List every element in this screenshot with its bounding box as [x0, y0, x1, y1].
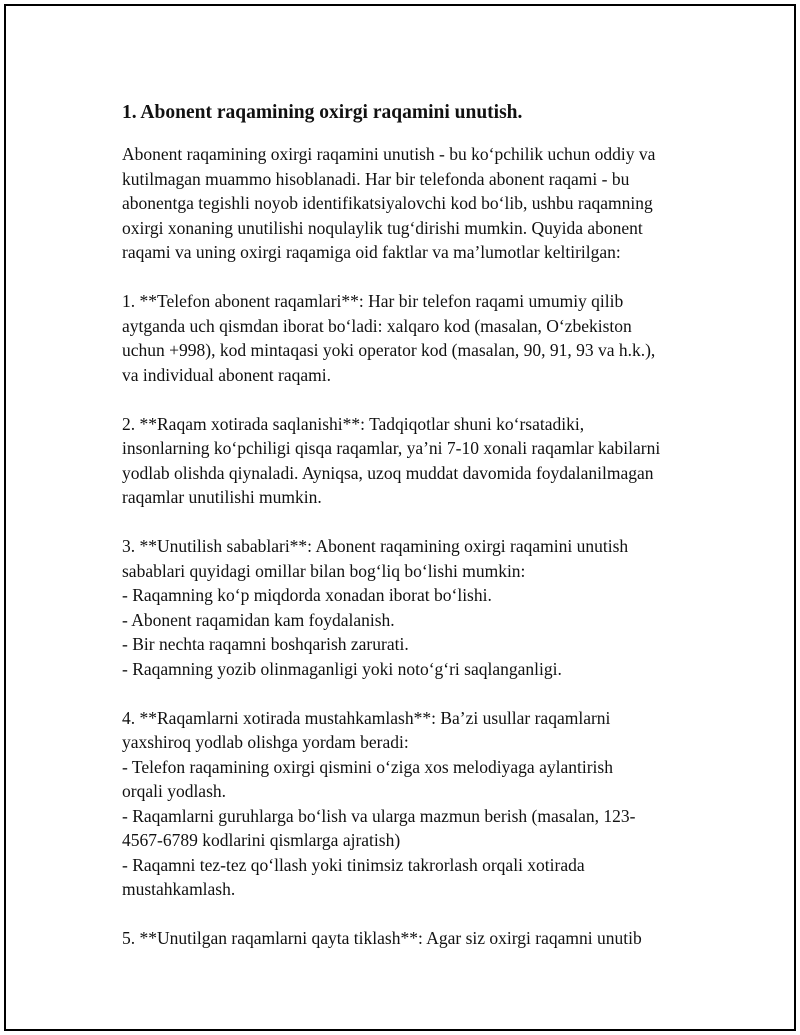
- item-unutilish-sabablari: 3. **Unutilish sabablari**: Abonent raqamining oxirgi raqamini unutish sabablari quyidagi omillar bilan bogʻliq boʻlishi mumkin: - Raqamning koʻp miqdorda xonadan iborat boʻlishi. - Abonent raqamidan kam foydalanish. - Bir nechta raqamni boshqarish zarurati. - Raqamning yozib olinmaganligi yoki notoʻgʻri saqlanganligi.: [122, 536, 629, 679]
- item-telefon-abonent-raqamlari: 1. **Telefon abonent raqamlari**: Har bir telefon raqami umumiy qilib aytganda uch qismdan iborat boʻladi: xalqaro kod (masalan, Oʻzbekiston uchun +998), kod mintaqasi yoki operator kod (masalan, 90, 91, 93 va h.k.), va individual abonent raqami.: [122, 291, 656, 385]
- document-body: [122, 100, 694, 951]
- item-raqam-xotirada-saqlanishi: 2. **Raqam xotirada saqlanishi**: Tadqiqotlar shuni koʻrsatadiki, insonlarning koʻpchiligi qisqa raqamlar, yaʼni 7-10 xonali raqamlar kabilarni yodlab olishda qiynaladi. Ayniqsa, uzoq muddat davomida foydalanilmagan raqamlar unutilishi mumkin.: [122, 413, 661, 507]
- item-raqamlarni-mustahkamlash: 4. **Raqamlarni xotirada mustahkamlash**: Baʼzi usullar raqamlarni yaxshiroq yodlab olishga yordam beradi: - Telefon raqamining oxirgi qismini oʻziga xos melodiyaga aylantirish orqali yodlash. - Raqamlarni guruhlarga boʻlish va ularga mazmun berish (masalan, 123- 4567-6789 kodlarini qismlarga ajratish) - Raqamni tez-tez qoʻllash yoki tinimsiz takrorlash orqali xotirada mustahkamlash.: [122, 707, 636, 899]
- item-qayta-tiklash: 5. **Unutilgan raqamlarni qayta tiklash**: Agar siz oxirgi raqamni unutib: [122, 928, 642, 948]
- document-title: 1. Abonent raqamining oxirgi raqamini unutish.: [122, 102, 523, 123]
- page-frame: [4, 4, 796, 1031]
- intro-paragraph: Abonent raqamining oxirgi raqamini unutish - bu koʻpchilik uchun oddiy va kutilmagan muammo hisoblanadi. Har bir telefonda abonent raqami - bu abonentga tegishli noyob identifikatsiyalovchi kod boʻlib, ushbu raqamning oxirgi xonaning unutilishi noqulaylik tugʻdirishi mumkin. Quyida abonent raqami va uning oxirgi raqamiga oid faktlar va maʼlumotlar keltirilgan:: [122, 144, 656, 262]
